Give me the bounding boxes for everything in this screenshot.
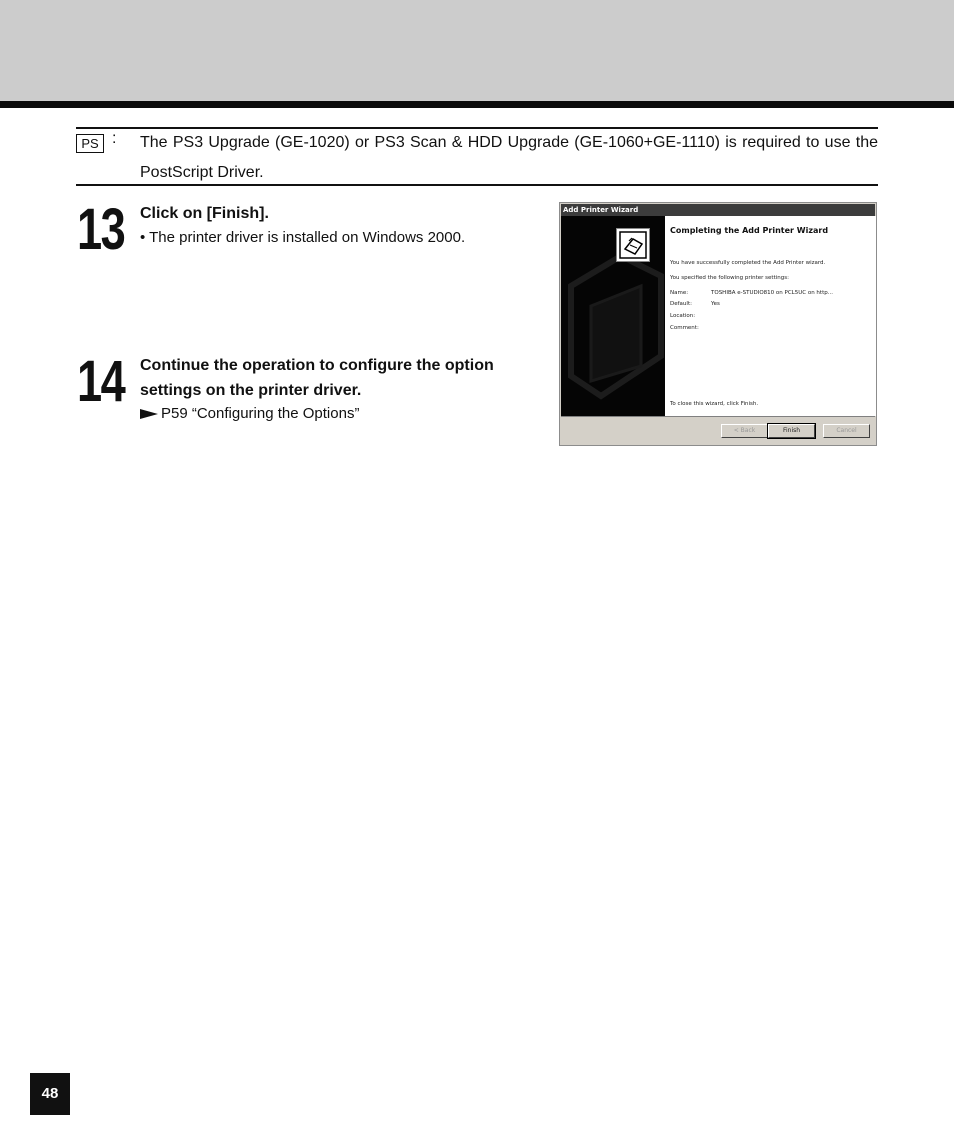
back-button[interactable]: < Back [721,424,768,438]
wizard-titlebar: Add Printer Wizard [561,204,875,216]
page-number: 48 [30,1073,70,1115]
wizard-content [665,216,876,416]
step-body: • The printer driver is installed on Windows 2000. [140,229,466,246]
ps-badge: PS [76,134,104,153]
field-value: TOSHIBA e-STUDIO810 on PCL5UC on http... [711,290,833,296]
reference-link: P59 “Configuring the Options” [161,405,360,422]
finish-button[interactable]: Finish [768,424,815,438]
field-label: Location: [670,313,696,319]
cancel-button[interactable]: Cancel [823,424,870,438]
field-value: Yes [711,301,720,307]
header-rule [0,101,954,108]
wizard-screenshot [559,202,877,446]
wizard-separator [561,416,875,417]
header-band [0,0,954,101]
note-text: The PS3 Upgrade (GE-1020) or PS3 Scan & HDD Upgrade (GE-1060+GE-1110) is required to use the PostScript Driver. [140,134,878,181]
wizard-close-text: To close this wizard, click Finish. [670,401,759,407]
step-number: 14 [77,349,125,414]
printer-icon [616,228,650,262]
step-title: Continue the operation to configure the option settings on the printer driver. [140,357,494,399]
wizard-line: You specified the following printer settings: [670,275,789,281]
note-bottom-rule [76,184,878,186]
wizard-line: You have successfully completed the Add Printer wizard. [670,260,826,266]
wizard-heading: Completing the Add Printer Wizard [670,226,829,235]
field-label: Default: [670,301,692,307]
step-reference [140,404,359,424]
field-label: Name: [670,290,689,296]
step-number: 13 [77,197,125,262]
step-title: Click on [Finish]. [140,205,269,222]
note-colon: : [112,130,117,147]
arrow-icon [140,409,158,419]
wizard-side-panel [561,216,665,416]
field-label: Comment: [670,325,699,331]
